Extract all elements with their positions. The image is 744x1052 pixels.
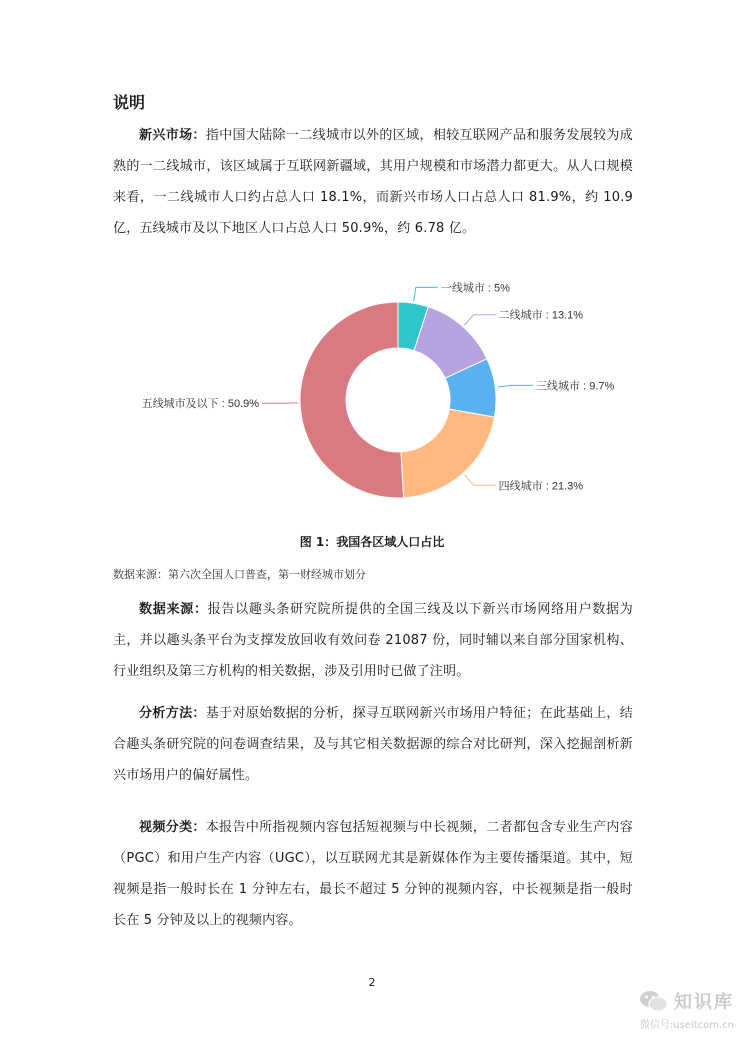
text-video-category: 本报告中所指视频内容包括短视频与中长视频，二者都包含专业生产内容（PGC）和用户生产内容（UGC），以互联网尤其是新媒体作为主要传播渠道。其中，短视频是指一般时长在 1 分钟左右，最长不超过 5 分钟的视频内容，中长视频是指一般时长在 5 分钟及以上的视频内容。 (113, 820, 633, 928)
donut-label-3: 三线城市 : 9.7% (536, 380, 615, 393)
figure-source-note: 数据来源：第六次全国人口普查，第一财经城市划分 (113, 568, 366, 581)
term-video-category: 视频分类： (139, 820, 206, 835)
watermark-name: 知识库 (674, 992, 734, 1013)
figure-caption: 图 1：我国各区域人口占比 (299, 535, 445, 549)
term-emerging-market: 新兴市场： (139, 128, 206, 143)
term-data-source: 数据来源： (139, 602, 208, 617)
wechat-icon (639, 989, 669, 1013)
text-data-source: 报告以趣头条研究院所提供的全国三线及以下新兴市场网络用户数据为主，并以趣头条平台为支撑发放回收有效问卷 21087 份，同时辅以来自部分国家机构、行业组织及第三方机构的相关数据，涉及引用时已做了注明。 (113, 602, 633, 679)
paragraph-analysis-method (113, 698, 633, 791)
donut-label-5: 五线城市及以下 : 50.9% (141, 398, 260, 411)
donut-leader-1 (414, 287, 438, 301)
donut-slice-4 (401, 409, 495, 498)
page-number: 2 (368, 976, 376, 989)
paragraph-emerging-market (113, 120, 633, 244)
text-analysis-method: 基于对原始数据的分析，探寻互联网新兴市场用户特征；在此基础上，结合趣头条研究院的问卷调查结果，及与其它相关数据源的综合对比研判，深入挖掘剖析新兴市场用户的偏好属性。 (113, 706, 633, 783)
donut-label-4: 四线城市 : 21.3% (498, 480, 584, 493)
donut-label-2: 二线城市 : 13.1% (498, 309, 584, 322)
population-donut-chart (113, 280, 633, 520)
donut-leader-3 (497, 385, 533, 387)
donut-label-1: 一线城市 : 5% (440, 282, 510, 295)
donut-slice-5 (300, 302, 404, 498)
paragraph-video-category (113, 812, 633, 936)
watermark-subtitle: 微信号:useitcom.cn (639, 1020, 734, 1031)
section-title: 说明 (113, 93, 146, 112)
donut-leader-2 (464, 315, 495, 325)
term-analysis-method: 分析方法： (139, 706, 206, 721)
watermark (639, 988, 734, 1031)
paragraph-data-source (113, 594, 633, 687)
donut-leader-4 (464, 475, 495, 485)
text-emerging-market: 指中国大陆除一二线城市以外的区域，相较互联网产品和服务发展较为成熟的一二线城市，该区域属于互联网新疆域，其用户规模和市场潜力都更大。从人口规模来看，一二线城市人口约占总人口 18.1%，而新兴市场人口占总人口 81.9%，约 10.9 亿，五线城市及以下地区人口占总人口 50.9%，约 6.78 亿。 (113, 128, 633, 236)
